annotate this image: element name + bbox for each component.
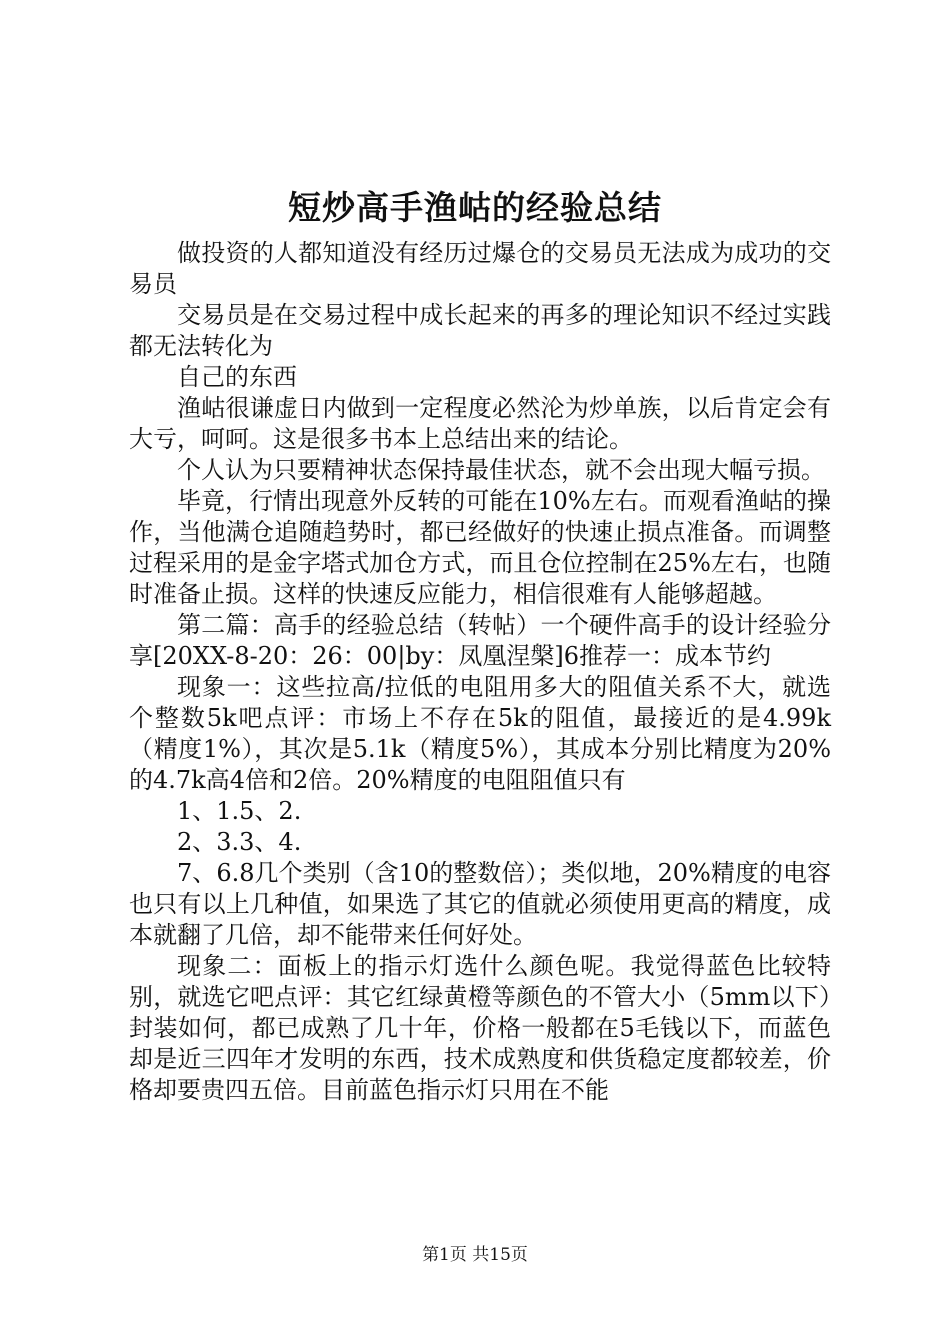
- page-footer: 第1页 共15页: [422, 1245, 528, 1265]
- document-body: [129, 238, 831, 1106]
- paragraph: 毕竟，行情出现意外反转的可能在10%左右。而观看渔岵的操作，当他满仓追随趋势时，都已经做好的快速止损点准备。而调整过程采用的是金字塔式加仓方式，而且仓位控制在25%左右，也随时准备止损。这样的快速反应能力，相信很难有人能够超越。: [129, 487, 831, 608]
- paragraph: 第二篇：高手的经验总结（转帖）一个硬件高手的设计经验分享[20XX-8-20：26：00|by：凤凰涅槃]6推荐一：成本节约: [129, 611, 831, 670]
- paragraph: 1、1.5、2.: [177, 797, 302, 825]
- paragraph: 自己的东西: [177, 363, 297, 391]
- paragraph: 个人认为只要精神状态保持最佳状态，就不会出现大幅亏损。: [177, 456, 825, 484]
- paragraph: 渔岵很谦虚日内做到一定程度必然沦为炒单族，以后肯定会有大亏，呵呵。这是很多书本上总结出来的结论。: [129, 394, 831, 453]
- paragraph: 交易员是在交易过程中成长起来的再多的理论知识不经过实践都无法转化为: [129, 301, 831, 360]
- paragraph: 7、6.8几个类别（含10的整数倍）；类似地，20%精度的电容也只有以上几种值，如果选了其它的值就必须使用更高的精度，成本就翻了几倍，却不能带来任何好处。: [129, 859, 831, 949]
- paragraph: 2、3.3、4.: [177, 828, 302, 856]
- paragraph: 做投资的人都知道没有经历过爆仓的交易员无法成为成功的交易员: [129, 239, 831, 298]
- paragraph: 现象一：这些拉高/拉低的电阻用多大的阻值关系不大，就选个整数5k吧点评：市场上不存在5k的阻值，最接近的是4.99k（精度1%），其次是5.1k（精度5%），其成本分别比精度为20%的4.7k高4倍和2倍。20%精度的电阻阻值只有: [129, 673, 831, 794]
- document-title: 短炒高手渔岵的经验总结: [288, 188, 662, 227]
- paragraph: 现象二：面板上的指示灯选什么颜色呢。我觉得蓝色比较特别，就选它吧点评：其它红绿黄橙等颜色的不管大小（5mm以下）封装如何，都已成熟了几十年，价格一般都在5毛钱以下，而蓝色却是近三四年才发明的东西，技术成熟度和供货稳定度都较差，价格却要贵四五倍。目前蓝色指示灯只用在不能: [129, 952, 831, 1104]
